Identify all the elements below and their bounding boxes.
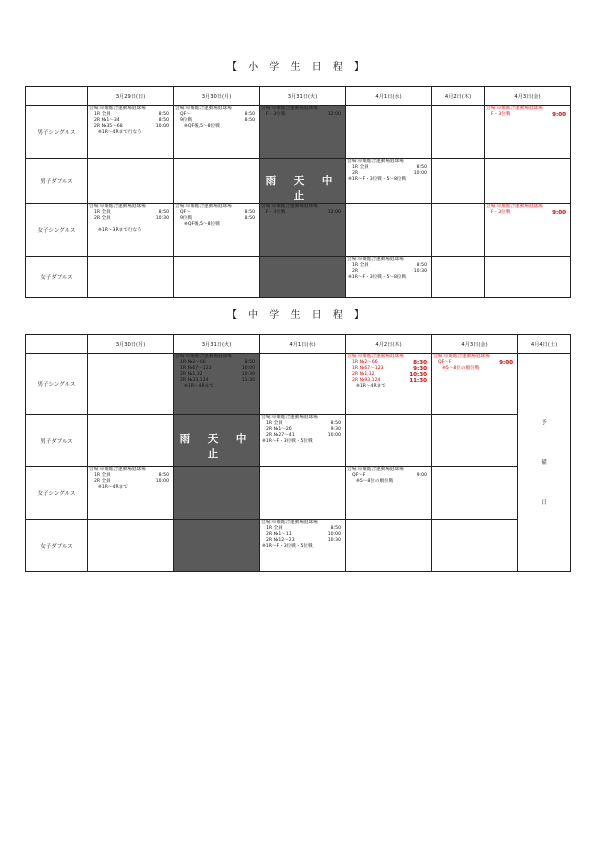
round-label: 9位戦 xyxy=(180,118,193,124)
table-row xyxy=(26,204,571,257)
round-label: 1R 全員 xyxy=(94,473,111,479)
schedule-cell xyxy=(88,204,174,257)
schedule-cell xyxy=(260,520,346,572)
table-row xyxy=(26,520,571,572)
start-time: 8:50 xyxy=(158,118,169,124)
rain-cancel-label: 雨 天 中 止 xyxy=(265,175,340,202)
schedule-cell xyxy=(174,106,260,159)
start-time: 10:00 xyxy=(327,532,341,538)
round-label: 9位戦 xyxy=(180,216,193,222)
rain-cancel-cell xyxy=(260,257,346,298)
venue-label: 会場:草薙総合運動場庭球場 xyxy=(89,467,146,472)
round-label: 2R №1,32 xyxy=(352,372,375,378)
empty-cell xyxy=(346,204,432,257)
schedule-cell xyxy=(485,204,571,257)
schedule-cell xyxy=(260,415,346,467)
schedule-cell xyxy=(346,354,432,415)
reserve-day-cell xyxy=(518,354,571,572)
start-time: 10:00 xyxy=(155,479,169,485)
junior-title: 【 中 学 生 日 程 】 xyxy=(226,310,369,321)
start-time: 8:50 xyxy=(244,210,255,216)
venue-label: 会場:草薙総合運動場庭球場 xyxy=(89,204,146,209)
start-time: 10:00 xyxy=(241,366,255,372)
round-label: 1R 全員 xyxy=(352,263,369,269)
venue-label: 会場:草薙総合運動場庭球場 xyxy=(261,415,318,420)
start-time: 8:50 xyxy=(416,263,427,269)
date-header: 3月29日(日) xyxy=(88,87,174,106)
table-row xyxy=(26,159,571,204)
note: ※1R～F・3位戦・5～8位戦 xyxy=(348,177,407,183)
round-label: 2R №12～23 xyxy=(266,538,295,544)
empty-cell xyxy=(174,159,260,204)
note: ※1R～3Rまで行なう xyxy=(98,228,142,234)
rain-cancel-cell xyxy=(260,159,346,204)
row-label: 男子シングルス xyxy=(26,106,88,159)
start-time: 8:50 xyxy=(416,165,427,171)
round-label: 1R 全員 xyxy=(352,165,369,171)
round-label: 1R 全員 xyxy=(266,421,283,427)
table-row xyxy=(26,257,571,298)
rain-cancel-cell xyxy=(260,204,346,257)
row-label: 女子ダブルス xyxy=(26,520,88,572)
note: ※1R～F・3位戦・5～8位戦 xyxy=(348,275,407,281)
round-label: 2R №1～34 xyxy=(94,118,120,124)
reserve-day-char: 備 xyxy=(541,459,547,466)
start-time: 12:00 xyxy=(327,112,341,118)
start-time: 8:30 xyxy=(413,360,427,367)
round-label: 1R №2～66 xyxy=(180,360,206,366)
schedule-cell xyxy=(485,106,571,159)
empty-cell xyxy=(88,520,174,572)
date-header: 4月4日(土) xyxy=(518,335,571,354)
date-header: 3月30日(月) xyxy=(88,335,174,354)
rain-cancel-cell xyxy=(174,354,260,415)
empty-cell xyxy=(88,159,174,204)
corner-cell xyxy=(26,335,88,354)
empty-cell xyxy=(174,257,260,298)
note: ※1R～F・3位戦・5位戦 xyxy=(262,439,313,445)
round-label: QF～F xyxy=(352,473,366,479)
rain-cancel-label: 雨 天 中 止 xyxy=(179,433,254,460)
venue-label: 会場:草薙総合運動場庭球場 xyxy=(261,106,318,111)
venue-label: 会場:草薙総合運動場庭球場 xyxy=(347,467,404,472)
note: ※5～8位の順位戦 xyxy=(356,479,394,485)
row-label: 男子シングルス xyxy=(26,354,88,415)
empty-cell xyxy=(346,415,432,467)
schedule-cell xyxy=(346,159,432,204)
table-row xyxy=(26,467,571,520)
venue-label: 会場:草薙総合運動場庭球場 xyxy=(175,106,232,111)
schedule-cell xyxy=(88,467,174,520)
start-time: 10:00 xyxy=(155,124,169,130)
round-label: 2R №35～68 xyxy=(94,124,123,130)
venue-label: 会場:草薙総合運動場庭球場 xyxy=(347,354,404,359)
venue-label: 会場:草薙総合運動場庭球場 xyxy=(175,354,232,359)
round-label: F・3位戦 xyxy=(266,112,286,118)
note: ※QF後,5～8位戦 xyxy=(184,222,220,228)
note: ※1R～F・3位戦・5位戦 xyxy=(262,544,313,550)
empty-cell xyxy=(432,467,518,520)
reserve-day-char: 日 xyxy=(541,499,547,506)
venue-label: 会場:草薙総合運動場庭球場 xyxy=(261,520,318,525)
start-time: 8:50 xyxy=(158,210,169,216)
schedule-cell xyxy=(346,257,432,298)
start-time: 8:50 xyxy=(330,526,341,532)
empty-cell xyxy=(346,106,432,159)
round-label: 2R №1～26 xyxy=(266,427,292,433)
round-label: 1R №67～123 xyxy=(352,366,384,372)
round-label: 1R 全員 xyxy=(266,526,283,532)
empty-cell xyxy=(485,159,571,204)
elementary-schedule-table xyxy=(25,86,571,298)
venue-label: 会場:草薙総合運動場庭球場 xyxy=(175,204,232,209)
round-label: QF～F xyxy=(438,360,452,366)
empty-cell xyxy=(346,520,432,572)
date-header: 3月31日(火) xyxy=(260,87,346,106)
start-time: 8:50 xyxy=(244,112,255,118)
row-label: 女子シングルス xyxy=(26,204,88,257)
empty-cell xyxy=(432,415,518,467)
start-time: 11:30 xyxy=(241,378,255,384)
date-header: 3月30日(月) xyxy=(174,87,260,106)
empty-cell xyxy=(432,520,518,572)
row-label: 女子ダブルス xyxy=(26,257,88,298)
schedule-cell xyxy=(346,467,432,520)
start-time: 8:50 xyxy=(244,118,255,124)
reserve-day-char: 予 xyxy=(541,419,547,426)
round-label: F・3位戦 xyxy=(491,112,511,118)
corner-cell xyxy=(26,87,88,106)
note: ※1R～4Rまで行なう xyxy=(98,130,142,136)
start-time: 9:30 xyxy=(330,427,341,433)
start-time: 10:30 xyxy=(413,269,427,275)
schedule-cell xyxy=(88,106,174,159)
date-header: 4月1日(水) xyxy=(260,335,346,354)
date-header: 4月3日(金) xyxy=(485,87,571,106)
date-header: 4月3日(金) xyxy=(432,335,518,354)
round-label: 2R xyxy=(352,171,359,177)
round-label: 2R 全員 xyxy=(94,216,111,222)
table-row xyxy=(26,415,571,467)
table-row xyxy=(26,106,571,159)
round-label: 2R №33,124 xyxy=(180,378,209,384)
note: ※QF後,5～8位戦 xyxy=(184,124,220,130)
start-time: 9:00 xyxy=(552,210,566,217)
empty-cell xyxy=(432,204,485,257)
date-header: 3月31日(火) xyxy=(174,335,260,354)
venue-label: 会場:草薙総合運動場庭球場 xyxy=(89,106,146,111)
junior-schedule-table xyxy=(25,334,571,572)
start-time: 12:00 xyxy=(327,210,341,216)
rain-cancel-cell xyxy=(260,106,346,159)
empty-cell xyxy=(432,257,485,298)
round-label: 1R 全員 xyxy=(94,112,111,118)
start-time: 8:50 xyxy=(244,360,255,366)
venue-label: 会場:草薙総合運動場庭球場 xyxy=(486,204,543,209)
start-time: 10:30 xyxy=(241,372,255,378)
venue-label: 会場:草薙総合運動場庭球場 xyxy=(433,354,490,359)
start-time: 9:30 xyxy=(413,366,427,373)
round-label: 2R xyxy=(352,269,359,275)
round-label: 2R №93,124 xyxy=(352,378,381,384)
start-time: 11:30 xyxy=(409,378,427,385)
start-time: 8:50 xyxy=(158,473,169,479)
row-label: 男子ダブルス xyxy=(26,415,88,467)
empty-cell xyxy=(485,257,571,298)
round-label: 1R №67～123 xyxy=(180,366,212,372)
rain-cancel-cell xyxy=(174,520,260,572)
empty-cell xyxy=(88,354,174,415)
round-label: 2R 全員 xyxy=(94,479,111,485)
venue-label: 会場:草薙総合運動場庭球場 xyxy=(486,106,543,111)
round-label: F・3位戦 xyxy=(266,210,286,216)
start-time: 8:50 xyxy=(330,421,341,427)
start-time: 9:00 xyxy=(416,473,427,479)
round-label: 1R 全員 xyxy=(94,210,111,216)
rain-cancel-cell xyxy=(174,415,260,467)
elementary-title: 【 小 学 生 日 程 】 xyxy=(226,62,369,73)
empty-cell xyxy=(88,415,174,467)
round-label: 2R №1,32 xyxy=(180,372,203,378)
venue-label: 会場:草薙総合運動場庭球場 xyxy=(261,204,318,209)
round-label: F・3位戦 xyxy=(491,210,511,216)
start-time: 8:50 xyxy=(244,216,255,222)
empty-cell xyxy=(260,354,346,415)
header-row xyxy=(26,87,571,106)
start-time: 10:00 xyxy=(327,433,341,439)
round-label: QF～ xyxy=(180,112,191,118)
date-header: 4月1日(水) xyxy=(346,87,432,106)
empty-cell xyxy=(432,159,485,204)
empty-cell xyxy=(88,257,174,298)
row-label: 女子シングルス xyxy=(26,467,88,520)
empty-cell xyxy=(432,106,485,159)
start-time: 8:50 xyxy=(158,112,169,118)
rain-cancel-cell xyxy=(174,467,260,520)
start-time: 10:30 xyxy=(409,372,427,379)
start-time: 10:00 xyxy=(413,171,427,177)
start-time: 10:30 xyxy=(155,216,169,222)
round-label: 2R №1～11 xyxy=(266,532,292,538)
schedule-cell xyxy=(174,204,260,257)
schedule-cell xyxy=(432,354,518,415)
round-label: 1R №2～66 xyxy=(352,360,378,366)
start-time: 9:00 xyxy=(552,112,566,119)
date-header: 4月2日(木) xyxy=(432,87,485,106)
round-label: 2R №27～41 xyxy=(266,433,295,439)
note: ※5～8位の順位戦 xyxy=(442,366,480,372)
start-time: 9:00 xyxy=(499,360,513,367)
table-row xyxy=(26,354,571,415)
venue-label: 会場:草薙総合運動場庭球場 xyxy=(347,257,404,262)
note: ※1R～4Rまで xyxy=(184,384,214,390)
empty-cell xyxy=(260,467,346,520)
header-row xyxy=(26,335,571,354)
date-header: 4月2日(木) xyxy=(346,335,432,354)
note: ※1R～4Rまで xyxy=(356,384,386,390)
note: ※1R～4Rまで xyxy=(98,485,128,491)
start-time: 10:30 xyxy=(327,538,341,544)
venue-label: 会場:草薙総合運動場庭球場 xyxy=(347,159,404,164)
row-label: 男子ダブルス xyxy=(26,159,88,204)
round-label: QF～ xyxy=(180,210,191,216)
